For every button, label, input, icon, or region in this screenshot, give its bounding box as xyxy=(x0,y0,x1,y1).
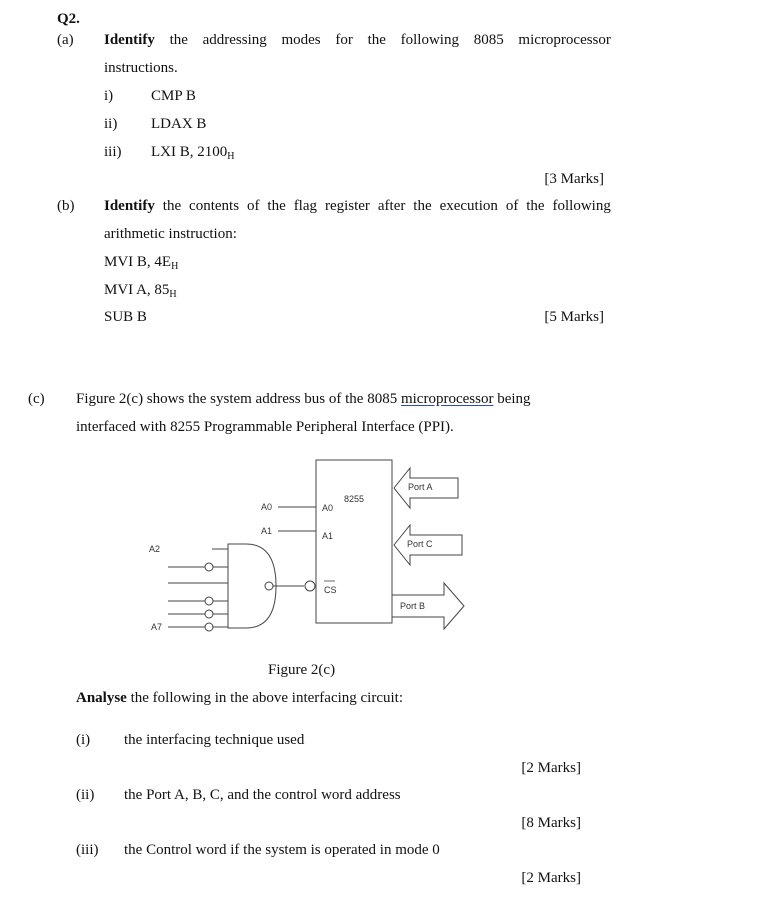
part-a-word: following xyxy=(400,32,459,48)
nand-output-bubble xyxy=(265,582,273,590)
subpart-num: (i) xyxy=(76,732,91,748)
part-a-item-num: iii) xyxy=(104,144,122,160)
subpart-num: (ii) xyxy=(76,787,95,803)
part-b-word: following xyxy=(552,198,611,214)
addr-a0: A0 xyxy=(261,502,273,512)
addr-a1: A1 xyxy=(261,526,273,536)
part-a-word: for xyxy=(335,32,353,48)
pin-a1: A1 xyxy=(322,531,334,541)
part-b-line1 xyxy=(104,197,611,215)
part-a-word: modes xyxy=(281,32,321,48)
subpart-marks: [2 Marks] xyxy=(521,870,581,886)
part-b-code-line: SUB B xyxy=(104,309,147,325)
part-a-word: the xyxy=(367,32,386,48)
part-a-word: addressing xyxy=(202,32,267,48)
part-b-word: the xyxy=(267,198,286,214)
part-a-line2: instructions. xyxy=(104,60,178,76)
part-b-word: the xyxy=(526,198,545,214)
part-b-label: (b) xyxy=(57,198,75,214)
part-b-bold-word: Identify xyxy=(104,198,155,214)
chip-label: 8255 xyxy=(344,494,365,504)
part-b-word: execution xyxy=(439,198,498,214)
part-a-line1 xyxy=(104,31,611,49)
part-c-label: (c) xyxy=(28,391,45,407)
part-a-marks: [3 Marks] xyxy=(544,171,604,187)
part-a-word: Identify xyxy=(104,32,155,48)
subpart-text: the Control word if the system is operated in mode 0 xyxy=(124,842,440,858)
subpart-num: (iii) xyxy=(76,842,99,858)
part-a-item-text: CMP B xyxy=(151,88,196,104)
part-b-code-line: MVI B, $4E_H$ xyxy=(104,254,179,272)
chip-8255 xyxy=(316,460,392,623)
part-a-item-num: i) xyxy=(104,88,114,104)
subpart-marks: [2 Marks] xyxy=(521,760,581,776)
part-b-word: of xyxy=(505,198,519,214)
part-b-word: contents xyxy=(189,198,240,214)
subpart-text: the interfacing technique used xyxy=(124,732,305,748)
part-a-label: (a) xyxy=(57,32,74,48)
part-b-word: the xyxy=(162,198,182,214)
port-a-label: Port A xyxy=(408,482,433,492)
addr-a7: A7 xyxy=(151,622,163,632)
port-c-label: Port C xyxy=(407,539,433,549)
part-b-word: register xyxy=(324,198,370,214)
part-a-item-text: LDAX B xyxy=(151,116,207,132)
part-a-word: microprocessor xyxy=(518,32,611,48)
part-c-line1: Figure 2(c) shows the system address bus of the 8085 microprocessor being xyxy=(76,391,531,407)
part-b-marks: [5 Marks] xyxy=(544,309,604,325)
addr-a2: A2 xyxy=(149,544,161,554)
part-b-code-line: MVI A, $85_H$ xyxy=(104,282,177,300)
part-a-item-num: ii) xyxy=(104,116,118,132)
pin-a0: A0 xyxy=(322,503,334,513)
pin-cs: CS xyxy=(324,585,337,595)
spellcheck-word: microprocessor xyxy=(400,391,494,407)
part-a-word: 8085 xyxy=(473,32,504,48)
part-b-word: of xyxy=(246,198,260,214)
analyse-instruction: Analyse the following in the above interfacing circuit: xyxy=(76,690,404,706)
question-number: Q2. xyxy=(57,11,80,27)
cs-input-bubble xyxy=(305,581,315,591)
interfacing-diagram xyxy=(140,455,480,645)
part-a-word: the xyxy=(169,32,188,48)
part-b-word: after xyxy=(377,198,406,214)
part-b-word: flag xyxy=(293,198,318,214)
part-b-word: the xyxy=(413,198,432,214)
subpart-marks: [8 Marks] xyxy=(521,815,581,831)
part-b-line2: arithmetic instruction: xyxy=(104,226,237,242)
part-a-item-text: LXI B, $2100_H$ xyxy=(151,144,235,162)
figure-caption: Figure 2(c) xyxy=(268,662,336,678)
subpart-text: the Port A, B, C, and the control word address xyxy=(124,787,401,803)
port-b-label: Port B xyxy=(400,601,426,611)
part-c-line2: interfaced with 8255 Programmable Peripheral Interface (PPI). xyxy=(76,419,454,435)
